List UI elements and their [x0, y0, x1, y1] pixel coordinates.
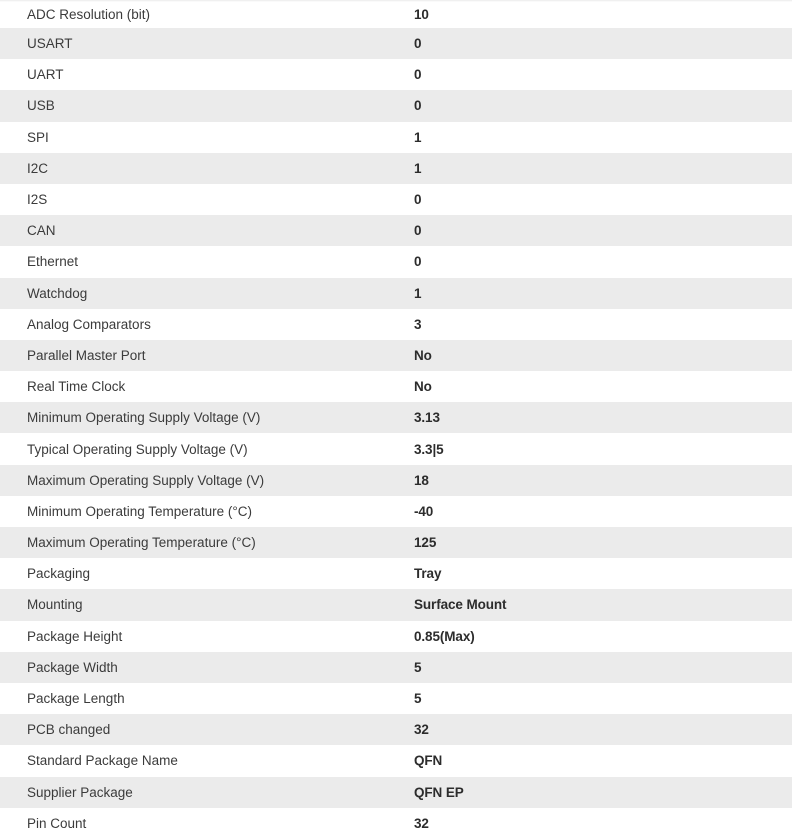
- spec-value: No: [414, 347, 432, 363]
- spec-row-pcb-changed: [0, 714, 792, 745]
- spec-row-supplier-package: [0, 777, 792, 808]
- spec-label: ADC Resolution (bit): [27, 6, 151, 22]
- spec-label: USART: [27, 36, 73, 52]
- spec-label: Packaging: [27, 566, 91, 582]
- spec-label: Typical Operating Supply Voltage (V): [27, 441, 248, 457]
- spec-value: 0: [414, 67, 422, 83]
- spec-row-spi: [0, 122, 792, 153]
- spec-row-adc-resolution: [0, 0, 792, 28]
- spec-label: Real Time Clock: [27, 379, 126, 395]
- spec-value: 125: [414, 535, 437, 551]
- spec-label: CAN: [27, 223, 56, 239]
- spec-row-packaging: [0, 558, 792, 589]
- spec-label: Package Height: [27, 628, 123, 644]
- spec-value: 0: [414, 98, 422, 114]
- spec-value: 0: [414, 254, 422, 270]
- spec-row-i2s: [0, 184, 792, 215]
- spec-value: 1: [414, 129, 422, 145]
- spec-label: Maximum Operating Supply Voltage (V): [27, 472, 265, 488]
- spec-row-mounting: [0, 589, 792, 620]
- spec-value: QFN EP: [414, 784, 464, 800]
- spec-label: UART: [27, 67, 64, 83]
- spec-value: 1: [414, 285, 422, 301]
- spec-value: 3.13: [414, 410, 440, 426]
- spec-row-package-width: [0, 652, 792, 683]
- spec-label: Pin Count: [27, 815, 87, 831]
- spec-value: 32: [414, 815, 429, 831]
- spec-value: Surface Mount: [414, 597, 507, 613]
- spec-label: Ethernet: [27, 254, 79, 270]
- spec-value: No: [414, 379, 432, 395]
- spec-label: Package Length: [27, 691, 125, 707]
- spec-row-max-temperature: [0, 527, 792, 558]
- spec-label: Standard Package Name: [27, 753, 178, 769]
- spec-row-typical-supply-voltage: [0, 433, 792, 464]
- spec-row-usart: [0, 28, 792, 59]
- spec-label: Parallel Master Port: [27, 347, 146, 363]
- spec-row-standard-package-name: [0, 745, 792, 776]
- spec-value: 0: [414, 223, 422, 239]
- spec-row-min-supply-voltage: [0, 402, 792, 433]
- spec-label: I2S: [27, 192, 48, 208]
- spec-label: Analog Comparators: [27, 316, 151, 332]
- spec-row-real-time-clock: [0, 371, 792, 402]
- spec-value: 32: [414, 722, 429, 738]
- spec-value: -40: [414, 503, 434, 519]
- spec-row-watchdog: [0, 278, 792, 309]
- spec-value: 18: [414, 472, 429, 488]
- spec-label: Maximum Operating Temperature (°C): [27, 535, 256, 551]
- spec-label: PCB changed: [27, 722, 111, 738]
- spec-label: Minimum Operating Supply Voltage (V): [27, 410, 261, 426]
- spec-row-max-supply-voltage: [0, 465, 792, 496]
- spec-row-package-length: [0, 683, 792, 714]
- spec-label: I2C: [27, 160, 49, 176]
- spec-label: Mounting: [27, 597, 83, 613]
- spec-value: 5: [414, 659, 422, 675]
- spec-row-pin-count: [0, 808, 792, 839]
- spec-value: 0: [414, 192, 422, 208]
- spec-value: QFN: [414, 753, 443, 769]
- spec-row-uart: [0, 59, 792, 90]
- spec-value: 5: [414, 691, 422, 707]
- spec-label: Watchdog: [27, 285, 88, 301]
- spec-value: 10: [414, 6, 429, 22]
- spec-row-min-temperature: [0, 496, 792, 527]
- spec-label: Supplier Package: [27, 784, 133, 800]
- spec-value: 0.85(Max): [414, 628, 475, 644]
- spec-label: Package Width: [27, 659, 118, 675]
- spec-row-can: [0, 215, 792, 246]
- spec-row-parallel-master-port: [0, 340, 792, 371]
- spec-row-ethernet: [0, 246, 792, 277]
- spec-value: 3.3|5: [414, 441, 444, 457]
- spec-value: 3: [414, 316, 422, 332]
- spec-value: Tray: [414, 566, 442, 582]
- top-shadow: [0, 0, 792, 2]
- spec-row-package-height: [0, 621, 792, 652]
- spec-row-analog-comparators: [0, 309, 792, 340]
- spec-row-i2c: [0, 153, 792, 184]
- spec-value: 1: [414, 160, 422, 176]
- spec-row-usb: [0, 90, 792, 121]
- spec-label: SPI: [27, 129, 49, 145]
- spec-label: USB: [27, 98, 55, 114]
- spec-label: Minimum Operating Temperature (°C): [27, 503, 252, 519]
- spec-value: 0: [414, 36, 422, 52]
